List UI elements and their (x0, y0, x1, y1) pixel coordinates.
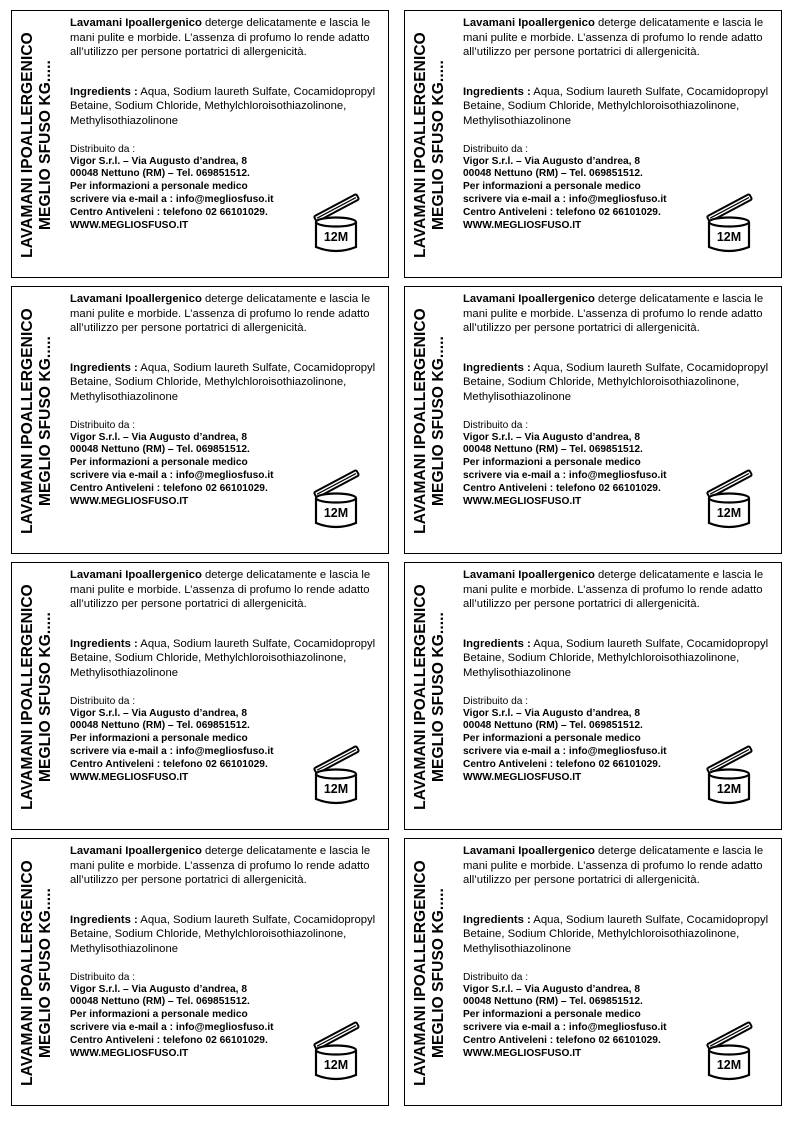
address-line-5: Centro Antiveleni : telefono 02 66101029. (70, 758, 268, 770)
side-title-line1: LAVAMANI IPOALLERGENICO (412, 584, 429, 810)
website: WWW.MEGLIOSFUSO.IT (70, 495, 189, 507)
side-title-line1: LAVAMANI IPOALLERGENICO (412, 308, 429, 534)
product-description (70, 844, 382, 888)
address-line-2: 00048 Nettuno (RM) – Tel. 069851512. (70, 996, 250, 1008)
ingredients-text: Aqua, Sodium laureth Sulfate, Cocamidopropyl Betaine, Sodium Chloride, Methylchloroisothiazolinone, Methylisothiazolinone (70, 637, 376, 679)
product-description (70, 568, 382, 612)
side-title-line1: LAVAMANI IPOALLERGENICO (19, 308, 36, 534)
product-description (70, 16, 382, 60)
open-jar-icon (699, 1013, 759, 1083)
side-title (405, 11, 455, 277)
pao-period: 12M (323, 1058, 349, 1072)
pao-period: 12M (323, 230, 349, 244)
side-title-line1: LAVAMANI IPOALLERGENICO (412, 32, 429, 258)
ingredients-label: Ingredients : (463, 361, 531, 374)
address-line-5: Centro Antiveleni : telefono 02 66101029. (70, 1034, 268, 1046)
ingredients-label: Ingredients : (463, 637, 531, 650)
address-line-4: scrivere via e-mail a : info@megliosfuso.it (463, 469, 667, 481)
product-label-1 (11, 10, 389, 278)
side-title-line2: MEGLIO SFUSO KG..... (430, 612, 447, 782)
ingredients-text: Aqua, Sodium laureth Sulfate, Cocamidopropyl Betaine, Sodium Chloride, Methylchloroisothiazolinone, Methylisothiazolinone (463, 637, 769, 679)
website: WWW.MEGLIOSFUSO.IT (463, 219, 582, 231)
address-line-5: Centro Antiveleni : telefono 02 66101029. (463, 1034, 661, 1046)
address-line-5: Centro Antiveleni : telefono 02 66101029. (70, 482, 268, 494)
description-text: deterge delicatamente e lascia le mani pulite e morbide. L’assenza di profumo lo rende adatto all’utilizzo per persone portatrici di allergenicità. (463, 569, 764, 611)
product-label-4 (404, 286, 782, 554)
open-jar-icon (306, 1013, 366, 1083)
ingredients (70, 913, 382, 957)
website: WWW.MEGLIOSFUSO.IT (70, 219, 189, 231)
side-title (12, 11, 62, 277)
pao-period: 12M (716, 1058, 742, 1072)
description-text: deterge delicatamente e lascia le mani pulite e morbide. L’assenza di profumo lo rende adatto all’utilizzo per persone portatrici di allergenicità. (70, 845, 371, 887)
address-line-5: Centro Antiveleni : telefono 02 66101029. (463, 758, 661, 770)
address-line-1: Vigor S.r.l. – Via Augusto d’andrea, 8 (70, 155, 248, 167)
address-line-2: 00048 Nettuno (RM) – Tel. 069851512. (70, 168, 250, 180)
address-line-3: Per informazioni a personale medico (70, 181, 248, 193)
address-line-1: Vigor S.r.l. – Via Augusto d’andrea, 8 (70, 431, 248, 443)
distributed-by: Distribuito da : (463, 419, 529, 431)
address-line-5: Centro Antiveleni : telefono 02 66101029. (463, 482, 661, 494)
product-description (70, 292, 382, 336)
address-line-2: 00048 Nettuno (RM) – Tel. 069851512. (463, 720, 643, 732)
pao-period: 12M (716, 782, 742, 796)
side-title-line2: MEGLIO SFUSO KG..... (37, 60, 54, 230)
distributed-by: Distribuito da : (70, 695, 136, 707)
open-jar-icon (306, 461, 366, 531)
distributed-by: Distribuito da : (70, 143, 136, 155)
ingredients (70, 85, 382, 129)
ingredients-text: Aqua, Sodium laureth Sulfate, Cocamidopropyl Betaine, Sodium Chloride, Methylchloroisothiazolinone, Methylisothiazolinone (463, 85, 769, 127)
description-text: deterge delicatamente e lascia le mani pulite e morbide. L’assenza di profumo lo rende adatto all’utilizzo per persone portatrici di allergenicità. (463, 17, 764, 59)
address-line-1: Vigor S.r.l. – Via Augusto d’andrea, 8 (463, 707, 641, 719)
description-text: deterge delicatamente e lascia le mani pulite e morbide. L’assenza di profumo lo rende adatto all’utilizzo per persone portatrici di allergenicità. (463, 293, 764, 335)
description-text: deterge delicatamente e lascia le mani pulite e morbide. L’assenza di profumo lo rende adatto all’utilizzo per persone portatrici di allergenicità. (463, 845, 764, 887)
side-title-line2: MEGLIO SFUSO KG..... (37, 336, 54, 506)
distributed-by: Distribuito da : (70, 971, 136, 983)
address-line-4: scrivere via e-mail a : info@megliosfuso.it (70, 745, 274, 757)
address-line-2: 00048 Nettuno (RM) – Tel. 069851512. (70, 720, 250, 732)
product-name: Lavamani Ipoallergenico (463, 569, 595, 581)
address-line-3: Per informazioni a personale medico (463, 181, 641, 193)
website: WWW.MEGLIOSFUSO.IT (463, 1047, 582, 1059)
side-title (12, 839, 62, 1105)
ingredients-label: Ingredients : (70, 637, 138, 650)
side-title-line1: LAVAMANI IPOALLERGENICO (19, 32, 36, 258)
side-title-line1: LAVAMANI IPOALLERGENICO (19, 860, 36, 1086)
pao-period: 12M (323, 782, 349, 796)
ingredients (70, 361, 382, 405)
open-jar-icon (699, 461, 759, 531)
address-line-3: Per informazioni a personale medico (463, 1009, 641, 1021)
address-line-1: Vigor S.r.l. – Via Augusto d’andrea, 8 (70, 707, 248, 719)
address-line-4: scrivere via e-mail a : info@megliosfuso.it (463, 745, 667, 757)
address-line-2: 00048 Nettuno (RM) – Tel. 069851512. (463, 168, 643, 180)
ingredients (463, 913, 775, 957)
product-label-6 (404, 562, 782, 830)
product-label-3 (11, 286, 389, 554)
address-line-1: Vigor S.r.l. – Via Augusto d’andrea, 8 (463, 983, 641, 995)
ingredients (463, 361, 775, 405)
product-name: Lavamani Ipoallergenico (463, 293, 595, 305)
address-line-3: Per informazioni a personale medico (463, 457, 641, 469)
product-description (463, 292, 775, 336)
product-label-7 (11, 838, 389, 1106)
ingredients-text: Aqua, Sodium laureth Sulfate, Cocamidopropyl Betaine, Sodium Chloride, Methylchloroisothiazolinone, Methylisothiazolinone (70, 361, 376, 403)
ingredients-label: Ingredients : (70, 361, 138, 374)
product-name: Lavamani Ipoallergenico (70, 17, 202, 29)
distributed-by: Distribuito da : (463, 143, 529, 155)
address-line-1: Vigor S.r.l. – Via Augusto d’andrea, 8 (463, 155, 641, 167)
side-title-line1: LAVAMANI IPOALLERGENICO (19, 584, 36, 810)
distributed-by: Distribuito da : (463, 971, 529, 983)
pao-period: 12M (716, 230, 742, 244)
ingredients-text: Aqua, Sodium laureth Sulfate, Cocamidopropyl Betaine, Sodium Chloride, Methylchloroisothiazolinone, Methylisothiazolinone (70, 85, 376, 127)
website: WWW.MEGLIOSFUSO.IT (463, 495, 582, 507)
side-title (405, 839, 455, 1105)
address-line-2: 00048 Nettuno (RM) – Tel. 069851512. (463, 444, 643, 456)
open-jar-icon (699, 737, 759, 807)
ingredients-label: Ingredients : (70, 913, 138, 926)
product-label-5 (11, 562, 389, 830)
website: WWW.MEGLIOSFUSO.IT (70, 771, 189, 783)
side-title (12, 563, 62, 829)
product-description (463, 16, 775, 60)
ingredients-label: Ingredients : (463, 85, 531, 98)
address-line-1: Vigor S.r.l. – Via Augusto d’andrea, 8 (70, 983, 248, 995)
address-line-3: Per informazioni a personale medico (70, 457, 248, 469)
side-title-line2: MEGLIO SFUSO KG..... (430, 888, 447, 1058)
product-name: Lavamani Ipoallergenico (70, 845, 202, 857)
side-title (405, 563, 455, 829)
product-description (463, 568, 775, 612)
description-text: deterge delicatamente e lascia le mani pulite e morbide. L’assenza di profumo lo rende adatto all’utilizzo per persone portatrici di allergenicità. (70, 293, 371, 335)
address-line-3: Per informazioni a personale medico (70, 733, 248, 745)
address-line-4: scrivere via e-mail a : info@megliosfuso.it (463, 193, 667, 205)
product-label-8 (404, 838, 782, 1106)
side-title-line2: MEGLIO SFUSO KG..... (430, 336, 447, 506)
address-line-1: Vigor S.r.l. – Via Augusto d’andrea, 8 (463, 431, 641, 443)
product-name: Lavamani Ipoallergenico (463, 17, 595, 29)
distributed-by: Distribuito da : (463, 695, 529, 707)
side-title-line2: MEGLIO SFUSO KG..... (37, 612, 54, 782)
ingredients-label: Ingredients : (70, 85, 138, 98)
address-line-2: 00048 Nettuno (RM) – Tel. 069851512. (463, 996, 643, 1008)
address-line-5: Centro Antiveleni : telefono 02 66101029. (463, 206, 661, 218)
ingredients (463, 637, 775, 681)
address-line-2: 00048 Nettuno (RM) – Tel. 069851512. (70, 444, 250, 456)
address-line-4: scrivere via e-mail a : info@megliosfuso.it (70, 193, 274, 205)
product-name: Lavamani Ipoallergenico (70, 293, 202, 305)
address-line-5: Centro Antiveleni : telefono 02 66101029. (70, 206, 268, 218)
website: WWW.MEGLIOSFUSO.IT (70, 1047, 189, 1059)
address-line-4: scrivere via e-mail a : info@megliosfuso.it (70, 1021, 274, 1033)
address-line-3: Per informazioni a personale medico (463, 733, 641, 745)
address-line-4: scrivere via e-mail a : info@megliosfuso.it (70, 469, 274, 481)
ingredients-text: Aqua, Sodium laureth Sulfate, Cocamidopropyl Betaine, Sodium Chloride, Methylchloroisothiazolinone, Methylisothiazolinone (463, 913, 769, 955)
product-name: Lavamani Ipoallergenico (463, 845, 595, 857)
side-title (405, 287, 455, 553)
side-title-line2: MEGLIO SFUSO KG..... (430, 60, 447, 230)
address-line-4: scrivere via e-mail a : info@megliosfuso.it (463, 1021, 667, 1033)
open-jar-icon (306, 737, 366, 807)
open-jar-icon (699, 185, 759, 255)
description-text: deterge delicatamente e lascia le mani pulite e morbide. L’assenza di profumo lo rende adatto all’utilizzo per persone portatrici di allergenicità. (70, 17, 371, 59)
product-name: Lavamani Ipoallergenico (70, 569, 202, 581)
ingredients (70, 637, 382, 681)
ingredients-text: Aqua, Sodium laureth Sulfate, Cocamidopropyl Betaine, Sodium Chloride, Methylchloroisothiazolinone, Methylisothiazolinone (463, 361, 769, 403)
website: WWW.MEGLIOSFUSO.IT (463, 771, 582, 783)
pao-period: 12M (323, 506, 349, 520)
open-jar-icon (306, 185, 366, 255)
distributed-by: Distribuito da : (70, 419, 136, 431)
ingredients-label: Ingredients : (463, 913, 531, 926)
side-title-line2: MEGLIO SFUSO KG..... (37, 888, 54, 1058)
ingredients-text: Aqua, Sodium laureth Sulfate, Cocamidopropyl Betaine, Sodium Chloride, Methylchloroisothiazolinone, Methylisothiazolinone (70, 913, 376, 955)
side-title (12, 287, 62, 553)
product-description (463, 844, 775, 888)
description-text: deterge delicatamente e lascia le mani pulite e morbide. L’assenza di profumo lo rende adatto all’utilizzo per persone portatrici di allergenicità. (70, 569, 371, 611)
product-label-2 (404, 10, 782, 278)
ingredients (463, 85, 775, 129)
side-title-line1: LAVAMANI IPOALLERGENICO (412, 860, 429, 1086)
pao-period: 12M (716, 506, 742, 520)
address-line-3: Per informazioni a personale medico (70, 1009, 248, 1021)
